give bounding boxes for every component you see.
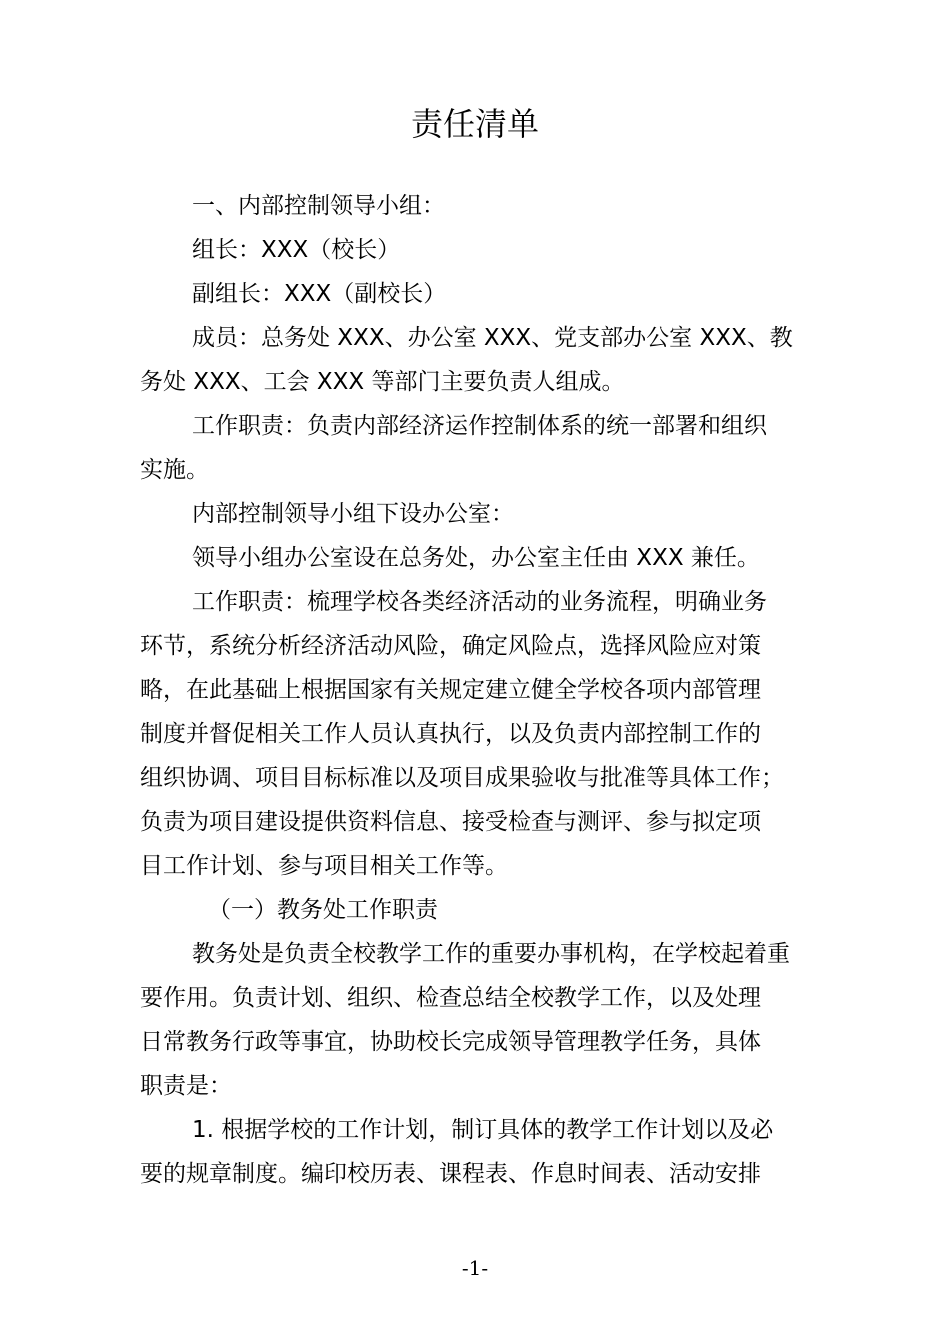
list-item: 1. 根据学校的工作计划，制订具体的教学工作计划以及必 xyxy=(192,1117,774,1143)
paragraph-line: 负责为项目建设提供资料信息、接受检查与测评、参与拟定项 xyxy=(140,809,761,835)
paragraph-line: 要的规章制度。编印校历表、课程表、作息时间表、活动安排 xyxy=(140,1161,761,1187)
paragraph-line: 内部控制领导小组下设办公室： xyxy=(192,501,514,527)
paragraph-line: 教务处是负责全校教学工作的重要办事机构，在学校起着重 xyxy=(192,941,790,967)
paragraph-line: 成员：总务处 XXX、办公室 XXX、党支部办公室 XXX、教 xyxy=(192,325,793,351)
paragraph-line: 工作职责：负责内部经济运作控制体系的统一部署和组织 xyxy=(192,413,767,439)
page-title: 责任清单 xyxy=(410,105,539,143)
paragraph-line: 组织协调、项目目标标准以及项目成果验收与批准等具体工作； xyxy=(140,765,784,791)
document-body xyxy=(140,184,826,1196)
paragraph-line: 实施。 xyxy=(140,457,209,483)
paragraph-line: 要作用。负责计划、组织、检查总结全校教学工作，以及处理 xyxy=(140,985,761,1011)
paragraph-line: 副组长：XXX（副校长） xyxy=(192,281,447,307)
paragraph-line: 略，在此基础上根据国家有关规定建立健全学校各项内部管理 xyxy=(140,677,761,703)
paragraph-line: 制度并督促相关工作人员认真执行，以及负责内部控制工作的 xyxy=(140,721,761,747)
paragraph-line: 领导小组办公室设在总务处，办公室主任由 XXX 兼任。 xyxy=(192,545,760,571)
paragraph-line: 职责是： xyxy=(140,1073,232,1099)
paragraph-line: 工作职责：梳理学校各类经济活动的业务流程，明确业务 xyxy=(192,589,767,615)
paragraph-line: 务处 XXX、工会 XXX 等部门主要负责人组成。 xyxy=(140,369,625,395)
section-heading: 一、内部控制领导小组： xyxy=(192,193,445,219)
paragraph-line: 目工作计划、参与项目相关工作等。 xyxy=(140,853,508,879)
page-number: -1- xyxy=(461,1256,489,1280)
paragraph-line: 环节，系统分析经济活动风险，确定风险点，选择风险应对策 xyxy=(140,633,761,659)
paragraph-line: 组长：XXX（校长） xyxy=(192,237,401,263)
paragraph-line: 日常教务行政等事宜，协助校长完成领导管理教学任务，具体 xyxy=(140,1029,761,1055)
subsection-heading: （一）教务处工作职责 xyxy=(208,897,438,923)
